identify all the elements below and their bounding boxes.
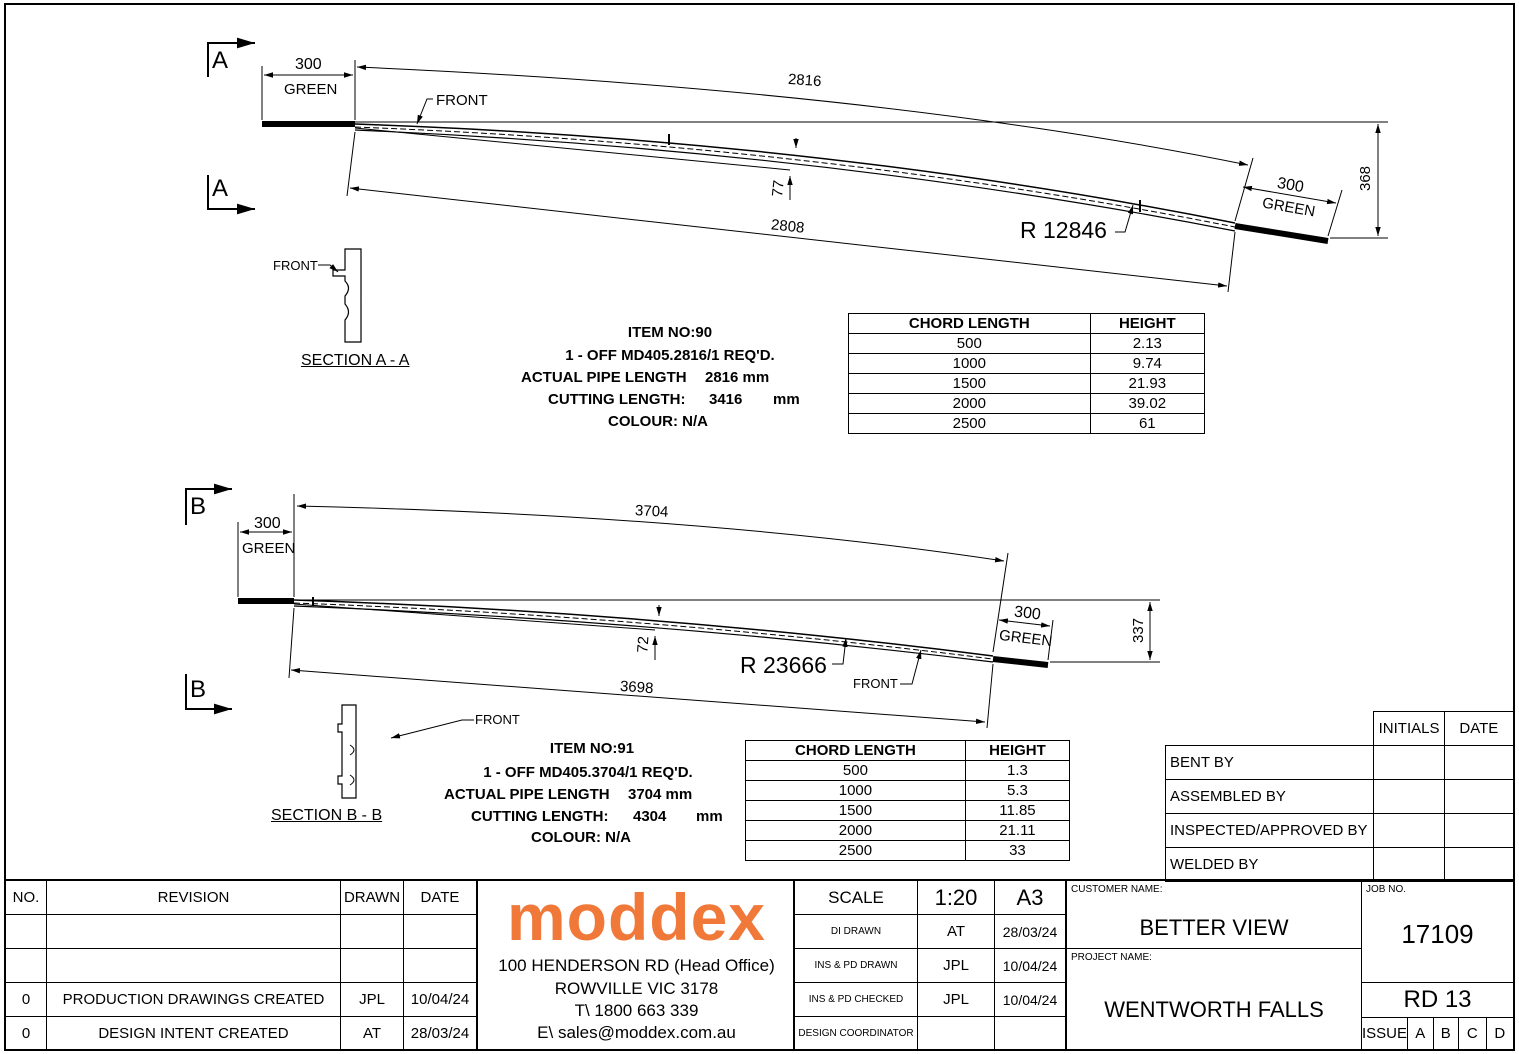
date-cell[interactable] (1444, 814, 1513, 848)
info-initials: JPL (918, 983, 995, 1017)
dim-b-height: 337 (1130, 617, 1148, 644)
item-a-pipe-label: ACTUAL PIPE LENGTH (521, 369, 687, 386)
table-cell: 2500 (746, 841, 966, 861)
table-row (746, 801, 1070, 821)
table-cell: 39.02 (1090, 394, 1204, 414)
project-block (1066, 948, 1362, 1050)
table-cell: 21.11 (965, 821, 1069, 841)
issue-cell-d: D (1486, 1018, 1513, 1050)
company-address1: 100 HENDERSON RD (Head Office) (498, 956, 775, 975)
drawing-number: RD 13 (1403, 986, 1472, 1013)
section-b-front: FRONT (475, 712, 520, 727)
table-header-row (849, 314, 1205, 334)
item-a-cut-value: 3416 (709, 391, 743, 408)
revision-cell (341, 915, 404, 949)
table-row (746, 841, 1070, 861)
revision-header-row (6, 881, 477, 915)
section-marker-b-bottom: B (190, 676, 207, 703)
table-header: HEIGHT (965, 741, 1069, 761)
table-header-row (746, 741, 1070, 761)
signoff-row (1166, 780, 1514, 814)
signoff-row (1166, 746, 1514, 780)
signoff-header-date: DATE (1444, 712, 1513, 746)
table-row (746, 761, 1070, 781)
dim-a-right: 300 (1275, 174, 1306, 197)
revision-cell (6, 915, 47, 949)
info-row (795, 1017, 1066, 1051)
signoff-label: INSPECTED/APPROVED BY (1166, 814, 1374, 848)
item-b-cut-label: CUTTING LENGTH: (471, 808, 609, 825)
dim-b-right-label: GREEN (998, 626, 1054, 651)
info-row (795, 949, 1066, 983)
drawing-info-table (794, 880, 1066, 1051)
signoff-table (1165, 711, 1514, 882)
customer-block (1066, 880, 1362, 949)
section-marker-b-top: B (190, 493, 207, 520)
initials-cell[interactable] (1374, 814, 1444, 848)
customer-name: BETTER VIEW (1139, 915, 1289, 940)
table-cell: 2500 (849, 414, 1091, 434)
signoff-header-initials: INITIALS (1374, 712, 1444, 746)
table-cell: 500 (746, 761, 966, 781)
company-address2: ROWVILLE VIC 3178 (554, 979, 719, 998)
revision-cell: 0 (6, 983, 47, 1017)
table-cell: 1.3 (965, 761, 1069, 781)
table-cell: 2000 (746, 821, 966, 841)
item-b-off: 1 - OFF MD405.3704/1 REQ'D. (483, 764, 693, 781)
table-cell: 1000 (746, 781, 966, 801)
table-header: CHORD LENGTH (746, 741, 966, 761)
radius-label-a: R 12846 (1020, 217, 1107, 243)
scale-label: SCALE (795, 881, 918, 915)
item-a-cut-unit: mm (773, 391, 800, 408)
revision-cell: AT (341, 1017, 404, 1051)
scale-row (795, 881, 1066, 915)
radius-label-b: R 23666 (740, 652, 827, 678)
sheet-size: A3 (995, 881, 1066, 915)
signoff-label: WELDED BY (1166, 848, 1374, 882)
signoff-label: BENT BY (1166, 746, 1374, 780)
item-b-cut-unit: mm (696, 808, 723, 825)
info-date: 28/03/24 (995, 915, 1066, 949)
info-row (795, 915, 1066, 949)
table-row (849, 354, 1205, 374)
item-a-number: ITEM NO:90 (627, 324, 713, 341)
dim-a-rise: 77 (769, 179, 788, 198)
revision-header: DRAWN (341, 881, 404, 915)
dim-b-left: 300 (254, 515, 281, 532)
dim-a-left-label: GREEN (284, 81, 338, 98)
company-phone: T\ 1800 663 339 (574, 1001, 699, 1020)
dim-b-rise: 72 (634, 635, 653, 654)
dim-b-left-label: GREEN (242, 540, 296, 557)
chord-table-b (745, 740, 1070, 861)
job-block (1361, 880, 1514, 983)
company-logo: moddex (506, 880, 767, 954)
scale-value: 1:20 (918, 881, 995, 915)
initials-cell[interactable] (1374, 780, 1444, 814)
table-row (746, 821, 1070, 841)
company-email: E\ sales@moddex.com.au (537, 1023, 736, 1042)
dim-b-right: 300 (1013, 603, 1042, 624)
signoff-row (1166, 814, 1514, 848)
info-label: INS & PD DRAWN (795, 949, 918, 983)
revision-cell: JPL (341, 983, 404, 1017)
table-row (849, 334, 1205, 354)
table-header: HEIGHT (1090, 314, 1204, 334)
info-date (995, 1017, 1066, 1051)
table-cell: 61 (1090, 414, 1204, 434)
dim-a-height: 368 (1357, 165, 1375, 192)
issue-cell-b: B (1433, 1018, 1459, 1050)
chord-table-a (848, 313, 1205, 434)
dim-a-chord: 2808 (770, 216, 806, 237)
info-initials: AT (918, 915, 995, 949)
item-a-cut-label: CUTTING LENGTH: (548, 391, 686, 408)
revision-cell (6, 949, 47, 983)
initials-cell[interactable] (1374, 746, 1444, 780)
section-a-front: FRONT (273, 258, 318, 273)
section-marker-a-top: A (212, 47, 229, 74)
date-cell[interactable] (1444, 848, 1513, 882)
item-b-pipe-value: 3704 mm (628, 786, 693, 803)
info-row (795, 983, 1066, 1017)
section-a-title: SECTION A - A (301, 352, 410, 369)
signoff-row (1166, 848, 1514, 882)
signoff-blank (1166, 712, 1374, 746)
info-label: DI DRAWN (795, 915, 918, 949)
dim-a-arc: 2816 (787, 70, 822, 91)
table-cell: 33 (965, 841, 1069, 861)
table-row (746, 781, 1070, 801)
info-label: DESIGN COORDINATOR (795, 1017, 918, 1051)
drawing-number-block (1361, 982, 1514, 1018)
item-a-colour: COLOUR: N/A (608, 413, 708, 430)
item-b-cut-value: 4304 (633, 808, 667, 825)
table-cell: 2.13 (1090, 334, 1204, 354)
table-cell: 9.74 (1090, 354, 1204, 374)
revision-table (5, 880, 477, 1051)
table-cell: 1000 (849, 354, 1091, 374)
signoff-label: ASSEMBLED BY (1166, 780, 1374, 814)
issue-row (1362, 1018, 1514, 1050)
revision-cell (404, 915, 477, 949)
issue-cell-c: C (1459, 1018, 1486, 1050)
revision-cell (341, 949, 404, 983)
revision-cell (47, 915, 341, 949)
item-b-number: ITEM NO:91 (549, 740, 635, 757)
item-a-off: 1 - OFF MD405.2816/1 REQ'D. (565, 347, 775, 364)
table-cell: 11.85 (965, 801, 1069, 821)
table-row (849, 374, 1205, 394)
dim-b-arc: 3704 (634, 502, 669, 521)
front-label-b: FRONT (853, 676, 898, 691)
info-initials: JPL (918, 949, 995, 983)
date-cell[interactable] (1444, 746, 1513, 780)
revision-cell: DESIGN INTENT CREATED (47, 1017, 341, 1051)
revision-row (6, 1017, 477, 1051)
revision-cell (404, 949, 477, 983)
issue-table (1361, 1017, 1514, 1050)
signoff-header-row (1166, 712, 1514, 746)
table-cell: 2000 (849, 394, 1091, 414)
item-a-pipe-value: 2816 mm (705, 369, 770, 386)
revision-header: DATE (404, 881, 477, 915)
table-cell: 1500 (746, 801, 966, 821)
table-row (849, 414, 1205, 434)
date-cell[interactable] (1444, 780, 1513, 814)
dim-a-right-label: GREEN (1260, 194, 1317, 221)
initials-cell[interactable] (1374, 848, 1444, 882)
customer-label: CUSTOMER NAME: (1071, 884, 1163, 895)
info-date: 10/04/24 (995, 949, 1066, 983)
revision-cell: 10/04/24 (404, 983, 477, 1017)
table-cell: 5.3 (965, 781, 1069, 801)
job-label: JOB NO. (1366, 884, 1407, 895)
dim-a-left: 300 (295, 56, 322, 73)
front-label-a: FRONT (436, 92, 488, 109)
table-cell: 500 (849, 334, 1091, 354)
section-b-title: SECTION B - B (271, 807, 383, 824)
issue-label: ISSUE (1362, 1018, 1408, 1050)
revision-row (6, 983, 477, 1017)
job-number: 17109 (1401, 919, 1474, 949)
info-date: 10/04/24 (995, 983, 1066, 1017)
item-b-pipe-label: ACTUAL PIPE LENGTH (444, 786, 610, 803)
info-label: INS & PD CHECKED (795, 983, 918, 1017)
dim-b-chord: 3698 (619, 677, 654, 698)
revision-row (6, 915, 477, 949)
item-b-colour: COLOUR: N/A (531, 829, 631, 846)
company-block (477, 880, 794, 1050)
project-name: WENTWORTH FALLS (1104, 997, 1324, 1022)
project-label: PROJECT NAME: (1071, 952, 1152, 963)
revision-cell: 0 (6, 1017, 47, 1051)
revision-cell (47, 949, 341, 983)
table-cell: 21.93 (1090, 374, 1204, 394)
info-initials (918, 1017, 995, 1051)
revision-row (6, 949, 477, 983)
table-row (849, 394, 1205, 414)
revision-cell: 28/03/24 (404, 1017, 477, 1051)
table-header: CHORD LENGTH (849, 314, 1091, 334)
revision-cell: PRODUCTION DRAWINGS CREATED (47, 983, 341, 1017)
revision-header: REVISION (47, 881, 341, 915)
revision-header: NO. (6, 881, 47, 915)
issue-cell-a: A (1408, 1018, 1434, 1050)
table-cell: 1500 (849, 374, 1091, 394)
section-marker-a-bottom: A (212, 175, 229, 202)
